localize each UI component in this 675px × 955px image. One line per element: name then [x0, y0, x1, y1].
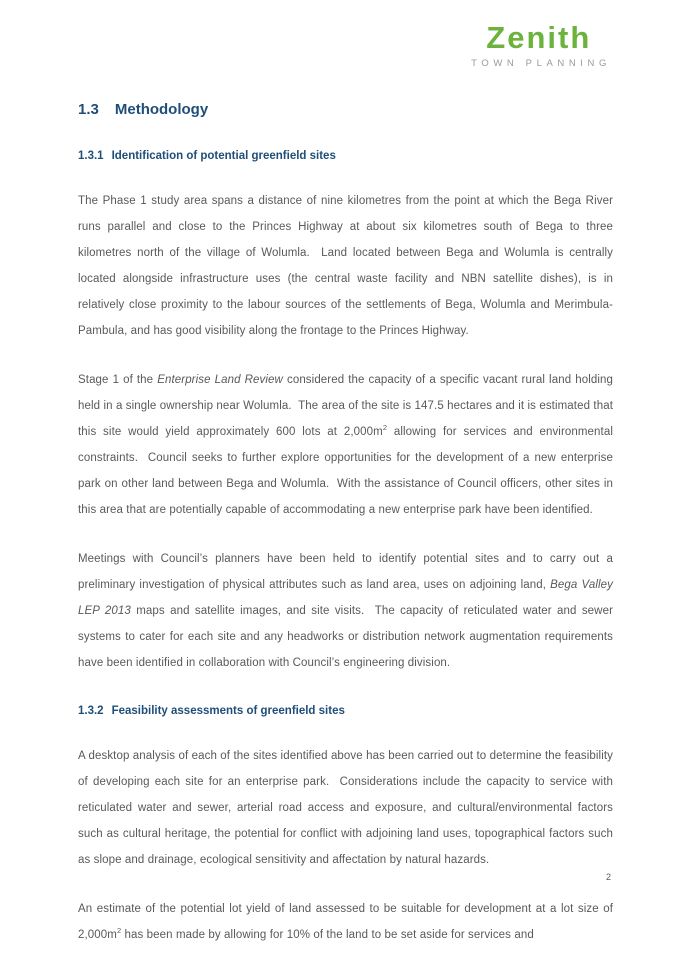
paragraph-3-text: Meetings with Council’s planners have been held to identify potential sites and to carry out a preliminary investigation of physical attributes such as land area, uses on adjoining land,: [78, 552, 613, 591]
paragraph-3: [78, 546, 613, 676]
page-number: 2: [605, 872, 611, 882]
subsection-title: Feasibility assessments of greenfield sites: [111, 704, 345, 717]
subsection-heading-132: [78, 704, 613, 719]
paragraph-2: [78, 367, 613, 523]
paragraph-5-text: An estimate of the potential lot yield of land assessed to be suitable for development at a lot size of 2,000m: [78, 902, 613, 941]
superscript-2: 2: [382, 423, 388, 433]
paragraph-5: [78, 896, 613, 948]
subsection-heading-131: [78, 149, 613, 164]
logo-tagline: TOWN PLANNING: [471, 58, 611, 69]
paragraph-2-text: Stage 1 of the: [78, 373, 158, 386]
subsection-number: 1.3.2: [78, 704, 104, 717]
paragraph-2-italic-title: Enterprise Land Review: [157, 373, 283, 386]
subsection-title: Identification of potential greenfield sites: [111, 150, 336, 162]
paragraph-5-text: has been made by allowing for 10% of the land to be set aside for services and: [121, 928, 534, 941]
paragraph-4: A desktop analysis of each of the sites identified above has been carried out to determine the feasibility of developing each site for an enterprise park. Considerations include the capacity to service with reticulated water and sewer, arterial road access and exposure, and cultural/environmental factors such as cultural heritage, the potential for conflict with adjoining land uses, topographical factors such as slope and drainage, ecological sensitivity and affectation by natural hazards.: [78, 749, 613, 866]
section-number: 1.3: [78, 101, 99, 118]
paragraph-3-italic-title: Bega Valley LEP 2013: [78, 578, 613, 617]
superscript-2: 2: [116, 926, 122, 936]
logo-wordmark: Zenith: [486, 20, 592, 55]
paragraph-1: The Phase 1 study area spans a distance of nine kilometres from the point at which the Bega River runs parallel and close to the Princes Highway at about six kilometres south of Bega to three kilometres north of the village of Wolumla. Land located between Bega and Wolumla is centrally located alongside infrastructure uses (the central waste facility and NBN satellite dishes), is in relatively close proximity to the labour sources of the settlements of Bega, Wolumla and Merimbula-Pambula, and has good visibility along the frontage to the Princes Highway.: [78, 194, 613, 337]
section-heading: [78, 101, 613, 119]
zenith-logo: [467, 22, 611, 69]
section-title: Methodology: [114, 101, 209, 118]
paragraph-3-text: maps and satellite images, and site visits. The capacity of reticulated water and sewer systems to cater for each site and any headworks or distribution network augmentation requirements have been identified in collaboration with Council’s engineering division.: [78, 604, 614, 669]
paragraph-2-text: considered the capacity of a specific vacant rural land holding held in a single ownership near Wolumla. The area of the site is 147.5 hectares and it is estimated that this site would yield approximately 600 lots at 2,000m: [78, 373, 614, 438]
paragraph-2-text: allowing for services and environmental constraints. Council seeks to further explore opportunities for the development of a new enterprise park on other land between Bega and Wolumla. With the assistance of Council officers, other sites in this area that are potentially capable of accommodating a new enterprise park have been identified.: [78, 425, 613, 516]
subsection-number: 1.3.1: [78, 150, 104, 162]
